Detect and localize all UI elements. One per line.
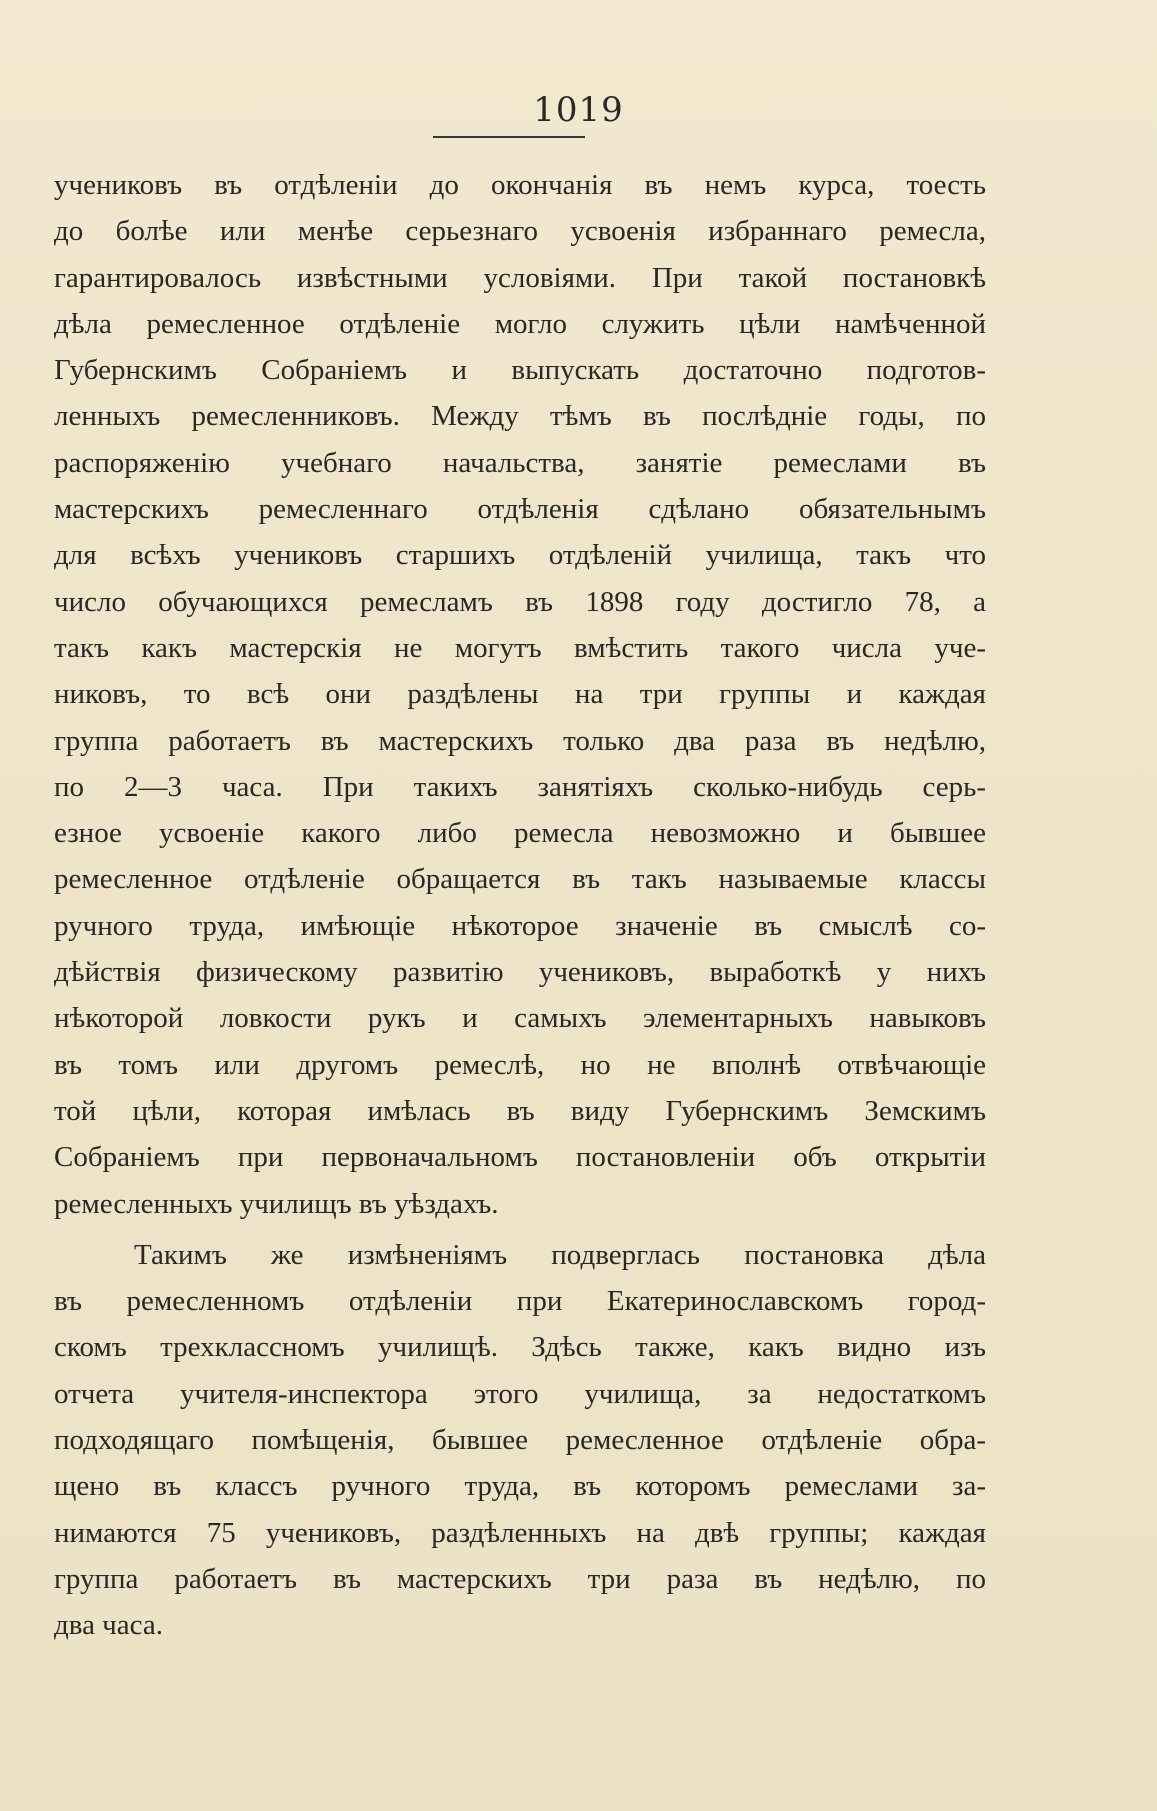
text-line: нѣкоторой ловкости рукъ и самыхъ элементарныхъ навыковъ	[54, 1002, 986, 1035]
text-line: скомъ трехклассномъ училищѣ. Здѣсь также, какъ видно изъ	[54, 1331, 986, 1364]
text-line: распоряженію учебнаго начальства, занятіе ремеслами въ	[54, 446, 986, 479]
text-line: Губернскимъ Собраніемъ и выпускать достаточно подготов-	[54, 354, 986, 387]
text-line: группа работаетъ въ мастерскихъ три раза въ недѣлю, по	[54, 1562, 986, 1595]
text-line: по 2—3 часа. При такихъ занятіяхъ сколько-нибудь серь-	[54, 770, 986, 803]
page-number-underline	[433, 136, 585, 138]
text-line: гарантировалось извѣстными условіями. При такой постановкѣ	[54, 261, 986, 294]
text-line: ленныхъ ремесленниковъ. Между тѣмъ въ послѣдніе годы, по	[54, 400, 986, 433]
text-line: дѣла ремесленное отдѣленіе могло служить цѣли намѣченной	[54, 307, 986, 340]
text-line: два часа.	[54, 1609, 163, 1642]
text-line: ремесленныхъ училищъ въ уѣздахъ.	[54, 1187, 499, 1220]
text-line: ручного труда, имѣющіе нѣкоторое значеніе въ смыслѣ со-	[54, 909, 986, 942]
text-line: группа работаетъ въ мастерскихъ только два раза въ недѣлю,	[54, 724, 986, 757]
text-line: нимаются 75 учениковъ, раздѣленныхъ на двѣ группы; каждая	[54, 1516, 986, 1549]
text-line: никовъ, то всѣ они раздѣлены на три группы и каждая	[54, 678, 986, 711]
text-line: дѣйствія физическому развитію учениковъ, выработкѣ у нихъ	[54, 956, 986, 989]
text-line: число обучающихся ремесламъ въ 1898 году достигло 78, а	[54, 585, 986, 618]
text-line: такъ какъ мастерскія не могутъ вмѣстить такого числа уче-	[54, 631, 986, 664]
page-number: 1019	[533, 90, 624, 130]
paragraph-1	[54, 162, 986, 1227]
text-line: щено въ классъ ручного труда, въ которомъ ремеслами за-	[54, 1470, 986, 1503]
text-line: ремесленное отдѣленіе обращается въ такъ называемые классы	[54, 863, 986, 896]
text-line: до болѣе или менѣе серьезнаго усвоенія избраннаго ремесла,	[54, 215, 986, 248]
text-line: для всѣхъ учениковъ старшихъ отдѣленій училища, такъ что	[54, 539, 986, 572]
text-line: той цѣли, которая имѣлась въ виду Губернскимъ Земскимъ	[54, 1094, 986, 1127]
text-line: подходящаго помѣщенія, бывшее ремесленное отдѣленіе обра-	[54, 1424, 986, 1457]
text-line: отчета учителя-инспектора этого училища, за недостаткомъ	[54, 1377, 986, 1410]
paragraph-2	[54, 1232, 986, 1649]
text-line: Собраніемъ при первоначальномъ постановленіи объ открытіи	[54, 1141, 986, 1174]
body-text	[54, 162, 986, 1649]
text-line: мастерскихъ ремесленнаго отдѣленія сдѣлано обязательнымъ	[54, 493, 986, 526]
text-line: езное усвоеніе какого либо ремесла невозможно и бывшее	[54, 817, 986, 850]
text-line: въ ремесленномъ отдѣленіи при Екатеринославскомъ город-	[54, 1285, 986, 1318]
text-line: учениковъ въ отдѣленіи до окончанія въ немъ курса, тоесть	[54, 169, 986, 201]
text-line: Такимъ же измѣненіямъ подверглась постановка дѣла	[134, 1238, 986, 1271]
text-line: въ томъ или другомъ ремеслѣ, но не вполнѣ отвѣчающіе	[54, 1048, 986, 1081]
